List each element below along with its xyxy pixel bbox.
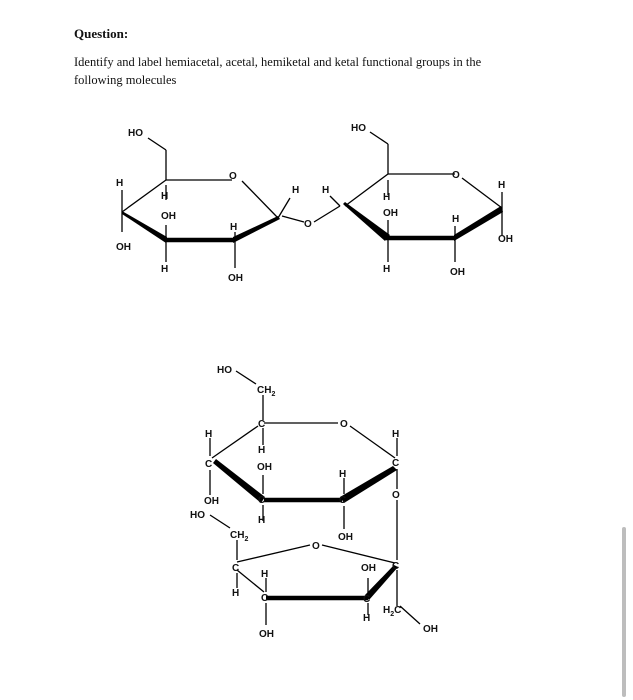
atom-oh: OH [257, 462, 272, 473]
atom-h: H [452, 214, 460, 225]
atom-c: C [261, 593, 269, 604]
atom-h: H [258, 445, 266, 456]
atom-h: H [498, 180, 506, 191]
atom-h2c: $H_2C$ [383, 605, 402, 618]
atom-oh: OH [361, 563, 376, 574]
atom-h: H [261, 569, 269, 580]
atom-oh: OH [228, 273, 243, 284]
atom-h: H [232, 588, 240, 599]
atom-oh: OH [423, 624, 438, 635]
atom-oh: OH [161, 211, 176, 222]
atom-ho: HO [128, 128, 143, 139]
atom-oh: OH [259, 629, 274, 640]
atom-h: H [205, 429, 213, 440]
atom-c: C [232, 563, 240, 574]
atom-ch2: $CH_2$ [230, 530, 249, 543]
atom-c: C [339, 495, 347, 506]
atom-c: C [392, 561, 400, 572]
atom-h: H [292, 185, 300, 196]
atom-o: O [312, 541, 320, 552]
atom-c: C [363, 594, 371, 605]
atom-h: H [363, 613, 371, 624]
atom-ho: HO [351, 123, 366, 134]
atom-h: H [322, 185, 330, 196]
atom-o: O [392, 490, 400, 501]
atom-oh: OH [383, 208, 398, 219]
atom-o: O [452, 170, 460, 181]
atom-h: H [161, 191, 169, 202]
atom-ho: HO [217, 365, 232, 376]
atom-h: H [161, 264, 169, 275]
atom-o-glycosidic: O [304, 219, 312, 230]
atom-ho: HO [190, 510, 205, 521]
atom-h: H [116, 178, 124, 189]
atom-oh: OH [338, 532, 353, 543]
atom-c: C [258, 419, 266, 430]
atom-oh: OH [116, 242, 131, 253]
atom-c: C [258, 495, 266, 506]
atom-oh: OH [498, 234, 513, 245]
atom-c: C [392, 458, 400, 469]
atom-h: H [230, 222, 238, 233]
atom-o: O [340, 419, 348, 430]
atom-h: H [258, 515, 266, 526]
atom-oh: OH [204, 496, 219, 507]
atom-c: C [205, 459, 213, 470]
atom-ch2: $CH_2$ [257, 385, 276, 398]
question-title: Question: [74, 26, 129, 41]
atom-h: H [383, 192, 391, 203]
atom-h: H [392, 429, 400, 440]
atom-h: H [339, 469, 347, 480]
question-line-1: Identify and label hemiacetal, acetal, hemiketal and ketal functional groups in the [74, 55, 482, 69]
top-pyranose-ring [212, 423, 400, 503]
atom-h: H [383, 264, 391, 275]
atom-o: O [229, 171, 237, 182]
vertical-scrollbar[interactable] [622, 527, 626, 697]
atom-oh: OH [450, 267, 465, 278]
question-line-2: following molecules [74, 73, 177, 87]
